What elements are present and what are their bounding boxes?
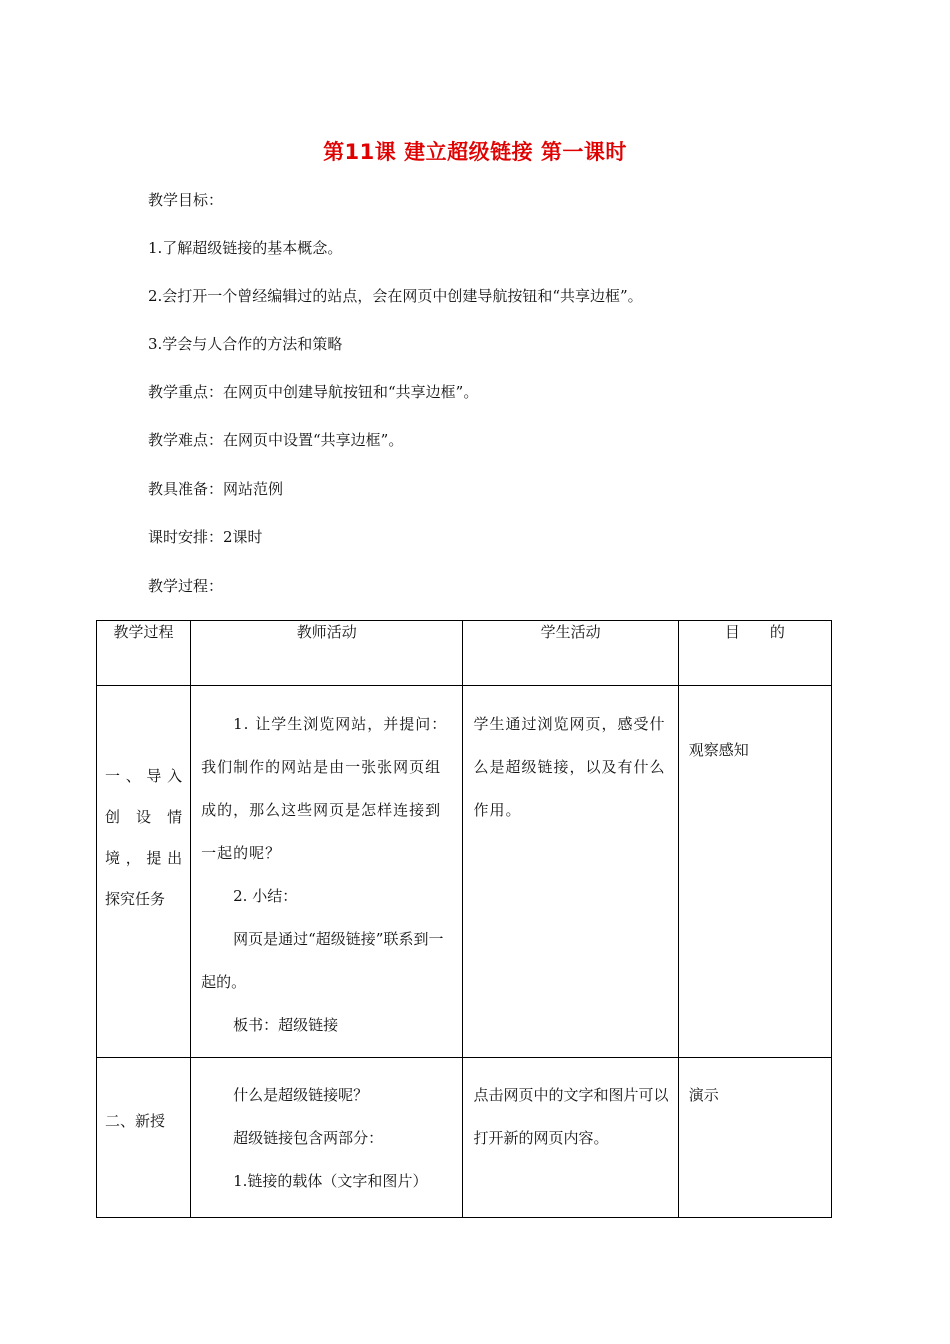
teacher-text: 1. 让学生浏览网站，并提问：我们制作的网站是由一张张网页组成的，那么这些网页是怎样连接到一起的呢？	[201, 715, 448, 862]
process-heading: 教学过程：	[148, 577, 224, 595]
stage-line: 境，提出	[105, 849, 183, 867]
purpose-text: 观察感知	[688, 741, 749, 759]
teacher-text: 1.链接的载体（文字和图片）	[233, 1172, 428, 1190]
purpose-text: 演示	[688, 1086, 719, 1104]
teacher-text: 什么是超级链接呢？	[233, 1086, 369, 1104]
objective-3: 3.学会与人合作的方法和策略	[148, 335, 343, 353]
class-hours: 课时安排：2课时	[148, 528, 263, 546]
table-row	[97, 1058, 832, 1218]
teacher-text: 2. 小结：	[233, 887, 298, 905]
header-process: 教学过程	[97, 621, 191, 686]
purpose-cell	[678, 1058, 831, 1218]
difficult-points: 教学难点：在网页中设置“共享边框”。	[148, 431, 404, 449]
student-activity-cell	[463, 686, 678, 1058]
stage-line: 二、新授	[105, 1112, 166, 1130]
teacher-activity-cell	[191, 686, 463, 1058]
teaching-aids: 教具准备：网站范例	[148, 480, 284, 498]
stage-cell	[97, 1058, 191, 1218]
purpose-cell	[678, 686, 831, 1058]
header-purpose: 目 的	[678, 621, 831, 686]
page-title: 第11课 建立超级链接 第一课时	[323, 140, 627, 164]
student-text: 点击网页中的文字和图片可以打开新的网页内容。	[473, 1086, 669, 1147]
table-header-row	[97, 621, 832, 686]
objectives-heading: 教学目标：	[148, 191, 224, 209]
teacher-text: 板书：超级链接	[233, 1016, 339, 1034]
stage-line: 一、导入	[105, 767, 183, 785]
student-text: 学生通过浏览网页，感受什么是超级链接，以及有什么作用。	[473, 715, 666, 819]
objective-1: 1.了解超级链接的基本概念。	[148, 239, 343, 257]
stage-line: 探究任务	[105, 890, 166, 908]
lesson-process-table	[96, 620, 832, 1218]
teacher-activity-cell	[191, 1058, 463, 1218]
teacher-text: 超级链接包含两部分：	[233, 1129, 384, 1147]
header-student: 学生活动	[463, 621, 678, 686]
key-points: 教学重点：在网页中创建导航按钮和“共享边框”。	[148, 383, 479, 401]
objective-2: 2.会打开一个曾经编辑过的站点，会在网页中创建导航按钮和“共享边框”。	[148, 287, 643, 305]
student-activity-cell	[463, 1058, 678, 1218]
teacher-text: 网页是通过“超级链接”联系到一起的。	[201, 930, 444, 991]
header-teacher: 教师活动	[191, 621, 463, 686]
stage-cell	[97, 686, 191, 1058]
stage-line: 创 设 情	[105, 808, 183, 826]
table-row	[97, 686, 832, 1058]
